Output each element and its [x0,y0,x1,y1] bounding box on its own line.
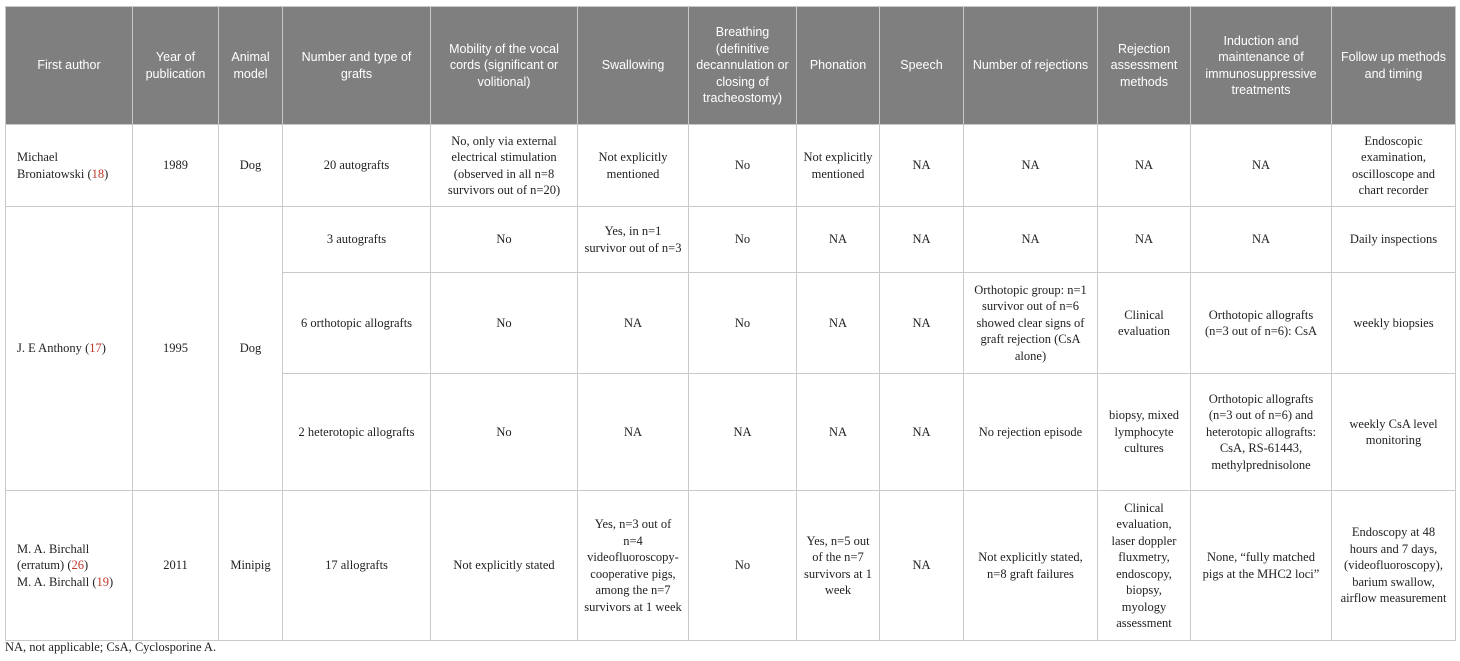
rejection-methods-cell: NA [1098,125,1191,207]
mobility-cell: No, only via external electrical stimulation (observed in all n=8 survivors out of n=20) [431,125,578,207]
table-footnote: NA, not applicable; CsA, Cyclosporine A. [5,640,217,654]
header-cell: Breathing (definitive decannulation or closing of tracheostomy) [689,7,797,125]
swallowing-cell: NA [578,374,689,491]
rejection-methods-cell: biopsy, mixed lymphocyte cultures [1098,374,1191,491]
mobility-cell: No [431,374,578,491]
rejections-cell: No rejection episode [964,374,1098,491]
speech-cell: NA [880,374,964,491]
phonation-cell: Not explicitly mentioned [797,125,880,207]
immunosuppression-cell: Orthotopic allografts (n=3 out of n=6): CsA [1191,273,1332,374]
header-cell: Follow up methods and timing [1332,7,1456,125]
breathing-cell: No [689,207,797,273]
breathing-cell: No [689,125,797,207]
grafts-cell: 2 heterotopic allografts [283,374,431,491]
mobility-cell: No [431,273,578,374]
grafts-cell: 20 autografts [283,125,431,207]
author-name: M. A. Birchall [17,574,90,589]
year-cell: 1989 [133,125,219,207]
year-cell: 2011 [133,491,219,641]
header-cell: Mobility of the vocal cords (significant or volitional) [431,7,578,125]
immunosuppression-cell: Orthotopic allografts (n=3 out of n=6) and heterotopic allografts: CsA, RS-61443, methylprednisolone [1191,374,1332,491]
header-cell: Animal model [219,7,283,125]
phonation-cell: NA [797,374,880,491]
author-name: Michael Broniatowski [17,150,85,181]
header-cell: Year of publication [133,7,219,125]
breathing-cell: No [689,273,797,374]
grafts-cell: 6 orthotopic allografts [283,273,431,374]
swallowing-cell: Not explicitly mentioned [578,125,689,207]
rejections-cell: NA [964,207,1098,273]
phonation-cell: Yes, n=5 out of the n=7 survivors at 1 week [797,491,880,641]
followup-cell: Endoscopy at 48 hours and 7 days, (videofluoroscopy), barium swallow, airflow measurement [1332,491,1456,641]
header-cell: Phonation [797,7,880,125]
rejections-cell: Not explicitly stated, n=8 graft failures [964,491,1098,641]
reference-link[interactable]: 17 [89,341,102,356]
rejection-methods-cell: Clinical evaluation, laser doppler fluxmetry, endoscopy, biopsy, myology assessment [1098,491,1191,641]
header-cell: Speech [880,7,964,125]
header-cell: Induction and maintenance of immunosuppressive treatments [1191,7,1332,125]
header-cell: Swallowing [578,7,689,125]
speech-cell: NA [880,207,964,273]
author-cell: J. E Anthony (17) [6,207,133,491]
mobility-cell: No [431,207,578,273]
breathing-cell: No [689,491,797,641]
data-table [5,6,1456,641]
rejection-methods-cell: Clinical evaluation [1098,273,1191,374]
speech-cell: NA [880,273,964,374]
immunosuppression-cell: None, “fully matched pigs at the MHC2 loci” [1191,491,1332,641]
author-cell: Michael Broniatowski (18) [6,125,133,207]
header-cell: Number and type of grafts [283,7,431,125]
speech-cell: NA [880,491,964,641]
reference-link[interactable]: 18 [91,166,105,181]
rejection-methods-cell: NA [1098,207,1191,273]
author-name: J. E Anthony [17,341,82,356]
animal-cell: Dog [219,207,283,491]
header-cell: First author [6,7,133,125]
swallowing-cell: NA [578,273,689,374]
followup-cell: weekly CsA level monitoring [1332,374,1456,491]
header-row [6,7,1456,125]
header-cell: Number of rejections [964,7,1098,125]
table-row [6,125,1456,207]
immunosuppression-cell: NA [1191,207,1332,273]
header-cell: Rejection assessment methods [1098,7,1191,125]
author-name: M. A. Birchall (erratum) [17,541,90,573]
author-cell: M. A. Birchall (erratum) (26) M. A. Birchall (19) [6,491,133,641]
grafts-cell: 3 autografts [283,207,431,273]
reference-link[interactable]: 19 [96,574,110,589]
year-cell: 1995 [133,207,219,491]
animal-cell: Minipig [219,491,283,641]
swallowing-cell: Yes, in n=1 survivor out of n=3 [578,207,689,273]
phonation-cell: NA [797,207,880,273]
breathing-cell: NA [689,374,797,491]
speech-cell: NA [880,125,964,207]
phonation-cell: NA [797,273,880,374]
followup-cell: Daily inspections [1332,207,1456,273]
followup-cell: weekly biopsies [1332,273,1456,374]
table-row [6,207,1456,273]
rejections-cell: NA [964,125,1098,207]
grafts-cell: 17 allografts [283,491,431,641]
followup-cell: Endoscopic examination, oscilloscope and chart recorder [1332,125,1456,207]
table-row [6,491,1456,641]
swallowing-cell: Yes, n=3 out of n=4 videofluoroscopy-cooperative pigs, among the n=7 survivors at 1 week [578,491,689,641]
rejections-cell: Orthotopic group: n=1 survivor out of n=6 showed clear signs of graft rejection (CsA alone) [964,273,1098,374]
animal-cell: Dog [219,125,283,207]
reference-link[interactable]: 26 [71,558,84,573]
immunosuppression-cell: NA [1191,125,1332,207]
mobility-cell: Not explicitly stated [431,491,578,641]
